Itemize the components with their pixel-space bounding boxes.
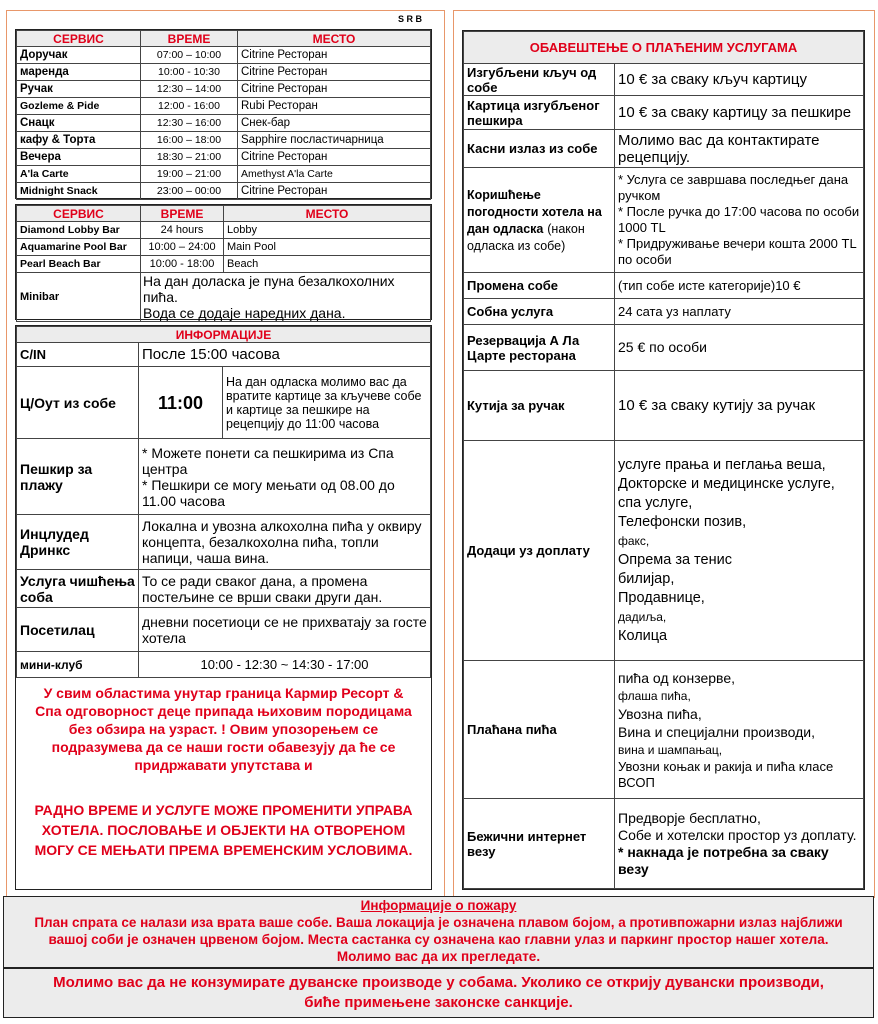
info-header: ИНФОРМАЦИЈЕ [17,327,431,343]
paid-drinks-list [615,661,864,799]
cleaning-text: То се ради сваког дана, а промена постељине се врши сваки други дан. [139,570,431,608]
minibar-label: Minibar [17,273,141,322]
header-service: СЕРВИС [17,31,141,47]
service-time: 10:00 - 10:30 [141,64,238,81]
towel-text [139,439,431,515]
service-time: 07:00 – 10:00 [141,47,238,64]
service-place: Sapphire посластичарница [238,132,431,149]
meals-table [16,30,431,200]
bar-name: Pearl Beach Bar [17,256,141,273]
wifi-row [464,799,864,889]
minibar-line-1: На дан доласка је пуна безалкохолних пића. [143,273,395,305]
late-checkout-label: Касни излаз из собе [464,130,615,168]
service-time: 18:30 – 21:00 [141,149,238,166]
service-place: Amethyst A'la Carte [238,166,431,183]
checkout-label: Ц/Оут из собе [17,367,139,439]
service-name: маренда [17,64,141,81]
service-name: Midnight Snack [17,183,141,200]
checkin-row [17,343,431,367]
drinks-text: Локална и увозна алкохолна пића у оквиру концепта, безалкохолна пића, топли напици, чаша вина. [139,515,431,570]
table-row [17,115,431,132]
paid-services-table [463,31,864,889]
table-row [17,149,431,166]
lost-towel-row [464,96,864,130]
service-name: Снацк [17,115,141,132]
service-name: Ручак [17,81,141,98]
service-time: 16:00 – 18:00 [141,132,238,149]
drinks-row [17,515,431,570]
header-time: ВРЕМЕ [141,206,224,222]
bars-table-box [15,204,432,320]
room-service-row [464,299,864,325]
late-checkout-row [464,130,864,168]
lost-towel-label: Картица изгубљеног пешкира [464,96,615,130]
service-name: Вечера [17,149,141,166]
meals-header-row [17,31,431,47]
list-item: билијар, [618,570,675,587]
service-name: кафу & Торта [17,132,141,149]
day-use-line-2: * После ручка до 17:00 часова по особи 1000 TL [618,204,860,235]
wifi-line-3: * накнада је потребна за сваку везу [618,843,829,877]
room-change-label: Промена собе [464,273,615,299]
wifi-line-2: Собе и хотелски простор уз доплату. [618,826,857,843]
bars-table [16,205,431,322]
service-time: 23:00 – 00:00 [141,183,238,200]
wifi-text [615,799,864,889]
towel-line-1: * Можете понети са пешкирима из Спа центра [142,444,394,477]
list-item: флаша пића, [618,688,691,703]
list-item: услуге прања и пеглања веша, [618,456,826,473]
language-tag: S R B [398,14,423,24]
checkout-row [17,367,431,439]
minibar-row [17,273,431,322]
bar-time: 24 hours [141,222,224,239]
bar-place: Beach [224,256,431,273]
list-item: Опрема за тенис [618,551,732,568]
service-place: Citrine Ресторан [238,149,431,166]
service-place: Citrine Ресторан [238,64,431,81]
info-box [15,325,432,890]
alacarte-row [464,325,864,371]
room-change-value: (тип собе исте категорије)10 € [615,273,864,299]
service-time: 12:30 – 16:00 [141,115,238,132]
table-row [17,256,431,273]
list-item: Увозна пића, [618,705,702,722]
day-use-line-3: * Придруживање вечери кошта 2000 TL по особи [618,236,857,267]
service-time: 12:30 – 14:00 [141,81,238,98]
bar-time: 10:00 – 24:00 [141,239,224,256]
lunchbox-value: 10 € за сваку кутију за ручак [615,371,864,441]
paid-header: ОБАВЕШТЕЊЕ О ПЛАЋЕНИМ УСЛУГАМА [464,32,864,64]
header-place: МЕСТО [238,31,431,47]
wifi-line-1: Предворје бесплатно, [618,809,761,826]
drinks-label: Инцлудед Дринкс [17,515,139,570]
fire-info-title: Информације о пожару [360,898,517,913]
smoking-notice: Молимо вас да не конзумирате дуванске производе у собама. Уколико се открију дувански производи, биће примењене законске санкције. [3,968,874,1018]
extras-list [615,441,864,661]
paid-services-box [462,30,865,890]
fire-info-text: План спрата се налази иза врата ваше собе. Ваша локација је означена плавом бојом, а противпожарни излаз најближи вашој соби је означен црвеном бојом. Места састанка су означена као главни улаз и паркинг простор нашег хотела. Молимо вас да их прегледате. [34,915,843,964]
miniclub-value: 10:00 - 12:30 ~ 14:30 - 17:00 [139,652,431,678]
minibar-line-2: Вода се додаје наредних дана. [143,305,346,321]
service-time: 12:00 - 16:00 [141,98,238,115]
day-use-label-normal: (након одласка из собе) [467,222,585,253]
list-item: Докторске и медицинске услуге, [618,475,835,492]
miniclub-row [17,652,431,678]
towel-label: Пешкир за плажу [17,439,139,515]
extras-row [464,441,864,661]
header-place: МЕСТО [224,206,431,222]
bar-name: Diamond Lobby Bar [17,222,141,239]
day-use-row [464,168,864,273]
lunchbox-label: Кутија за ручак [464,371,615,441]
service-name: Доручак [17,47,141,64]
room-change-row [464,273,864,299]
list-item: Вина и специјални производи, [618,723,816,740]
extras-label: Додаци уз доплату [464,441,615,661]
list-item: Увозни коњак и ракија и пића класе ВСОП [618,758,834,790]
visitor-text: дневни посетиоци се не прихватају за госте хотела [139,608,431,652]
table-row [17,98,431,115]
table-row [17,239,431,256]
service-place: Citrine Ресторан [238,47,431,64]
header-time: ВРЕМЕ [141,31,238,47]
towel-line-2: * Пешкири се могу мењати од 08.00 до 11.00 часова [142,476,395,509]
service-name: Gozleme & Pide [17,98,141,115]
lost-towel-value: 10 € за сваку картицу за пешкире [615,96,864,130]
bar-name: Aquamarine Pool Bar [17,239,141,256]
alacarte-label: Резервација А Ла Царте ресторана [464,325,615,371]
info-table [16,326,431,678]
hours-notice: РАДНО ВРЕМЕ И УСЛУГЕ МОЖЕ ПРОМЕНИТИ УПРАВА ХОТЕЛА. ПОСЛОВАЊЕ И ОБЈЕКТИ НА ОТВОРЕНОМ МОГУ СЕ МЕЊАТИ ПРЕМА ВРЕМЕНСКИМ УСЛОВИМА. [34,802,413,858]
bars-header-row [17,206,431,222]
wifi-label: Бежични интернет везу [464,799,615,889]
checkout-time: 11:00 [139,367,223,439]
table-row [17,81,431,98]
cleaning-label: Услуга чишћења соба [17,570,139,608]
list-item: Телефонски позив, [618,513,747,530]
towel-row [17,439,431,515]
bar-place: Lobby [224,222,431,239]
cleaning-row [17,570,431,608]
table-row [17,64,431,81]
visitor-label: Посетилац [17,608,139,652]
day-use-line-1: * Услуга се завршава последњег дана ручком [618,172,849,203]
list-item: Колица [618,627,668,644]
checkin-label: C/IN [17,343,139,367]
room-service-label: Собна услуга [464,299,615,325]
paid-drinks-row [464,661,864,799]
room-service-value: 24 сата уз наплату [615,299,864,325]
meals-table-box [15,29,432,199]
list-item: факс, [618,533,650,548]
service-place: Citrine Ресторан [238,183,431,200]
service-time: 19:00 – 21:00 [141,166,238,183]
list-item: Продавнице, [618,589,705,606]
fire-info-box [3,896,874,968]
list-item: спа услуге, [618,494,693,511]
header-service: СЕРВИС [17,206,141,222]
bar-time: 10:00 - 18:00 [141,256,224,273]
children-warning: У свим областима унутар граница Кармир Ресорт & Спа одговорност деце припада њиховим породицама без обзира на узраст. ! Овим упозорењем се подразумева да се наши гости обавезују да ће се придржавати упутстава и [35,685,412,773]
table-row [17,47,431,64]
list-item: пића од конзерве, [618,669,735,686]
lunchbox-row [464,371,864,441]
minibar-text [141,273,431,322]
paid-drinks-label: Плаћана пића [464,661,615,799]
bar-place: Main Pool [224,239,431,256]
table-row [17,222,431,239]
miniclub-label: мини-клуб [17,652,139,678]
visitor-row [17,608,431,652]
service-place: Citrine Ресторан [238,81,431,98]
service-place: Rubi Ресторан [238,98,431,115]
lost-key-label: Изгубљени кључ од собе [464,64,615,96]
service-place: Снек-бар [238,115,431,132]
day-use-label [464,168,615,273]
day-use-text [615,168,864,273]
table-row [17,183,431,200]
checkin-value: После 15:00 часова [139,343,431,367]
list-item: вина и шампањац, [618,742,723,757]
alacarte-value: 25 € по особи [615,325,864,371]
checkout-text: На дан одласка молимо вас да вратите картице за кључеве собе и картице за пешкире на рецепцију до 11:00 часова [223,367,431,439]
list-item: дадиља, [618,609,667,624]
lost-key-value: 10 € за сваку кључ картицу [615,64,864,96]
day-use-label-bold: Коришћење погодности хотела на дан одласка [467,188,602,236]
service-name: A'la Carte [17,166,141,183]
late-checkout-value: Молимо вас да контактирате рецепцију. [615,130,864,168]
table-row [17,166,431,183]
lost-key-row [464,64,864,96]
table-row [17,132,431,149]
